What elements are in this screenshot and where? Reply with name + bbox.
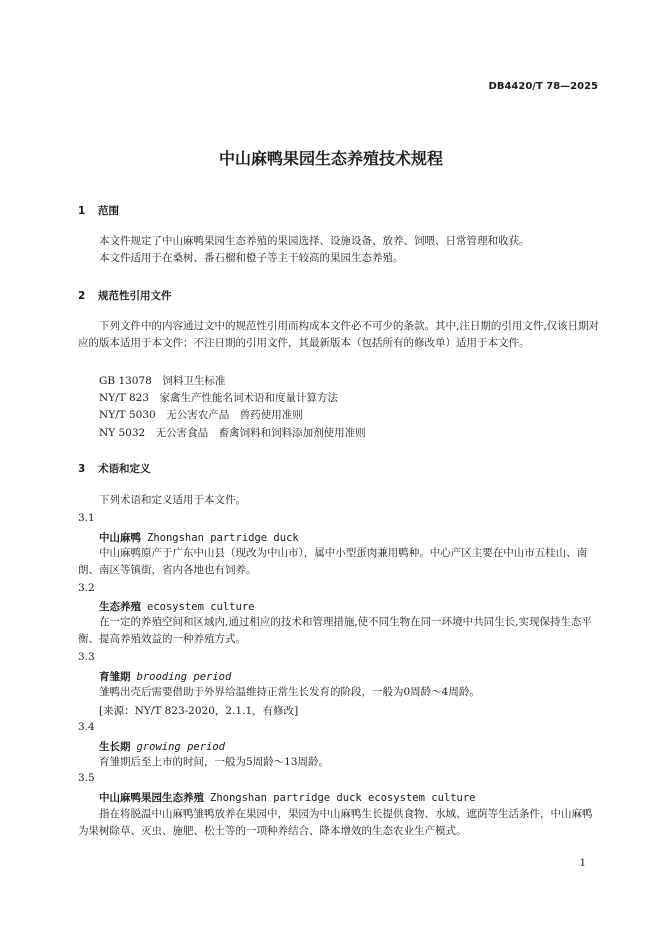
section-number: 1: [78, 205, 86, 217]
term-definition: 在一定的养殖空间和区域内,通过相应的技术和管理措施,使不同生物在同一环境中共同生长,实现保持生态平衡、提高养殖效益的一种养殖方式。: [78, 616, 593, 645]
section-title: 规范性引用文件: [98, 290, 172, 302]
document-title: 中山麻鸭果园生态养殖技术规程: [218, 149, 443, 168]
section-title: 范围: [98, 205, 119, 217]
term-number: 3.4: [78, 721, 95, 733]
reference-code: NY/T 823: [99, 392, 150, 404]
term-definition: 雏鸭出壳后需要借助于外界给温维持正常生长发育的阶段，一般为0周龄～4周龄。: [99, 686, 480, 698]
term-en: Zhongshan partridge duck: [147, 532, 299, 544]
reference-title: 无公害食品 畜禽饲料和饲料添加剂使用准则: [155, 427, 366, 439]
term-heading: [99, 669, 231, 684]
reference-item: [99, 425, 366, 440]
reference-code: NY/T 5030: [99, 409, 156, 421]
term-en: brooding period: [136, 671, 232, 683]
term-zh: 生态养殖: [99, 601, 141, 613]
section-number: 2: [78, 290, 86, 302]
standard-number: DB4420/T 78—2025: [488, 81, 598, 92]
term-zh: 中山麻鸭: [99, 532, 141, 544]
reference-title: 饲料卫生标准: [162, 375, 226, 387]
section-1-heading: [78, 203, 119, 218]
reference-code: NY 5032: [99, 427, 146, 439]
term-source: [来源：NY/T 823-2020，2.1.1，有修改]: [99, 705, 299, 717]
reference-code: GB 13078: [99, 375, 152, 387]
term-en: ecosystem culture: [147, 601, 255, 613]
term-heading: [99, 790, 476, 805]
reference-item: [99, 373, 225, 388]
term-number: 3.5: [78, 772, 95, 784]
section-1-paragraph-1: 本文件规定了中山麻鸭果园生态养殖的果园选择、设施设备、放养、饲喂、日常管理和收获。: [99, 235, 530, 247]
term-definition: 育雏期后至上市的时间，一般为5周龄～13周龄。: [99, 756, 330, 768]
reference-item: [99, 390, 338, 405]
section-3-heading: [78, 461, 151, 476]
section-3-intro: 下列术语和定义适用于本文件。: [99, 494, 246, 506]
section-title: 术语和定义: [98, 463, 151, 475]
term-number: 3.1: [78, 512, 95, 524]
term-en: Zhongshan partridge duck ecosystem culture: [210, 792, 476, 804]
section-1-paragraph-2: 本文件适用于在桑树、番石榴和橙子等主干较高的果园生态养殖。: [99, 252, 404, 264]
term-en: growing period: [136, 741, 226, 753]
term-heading: [99, 530, 299, 545]
term-zh: 生长期: [99, 741, 131, 753]
term-heading: [99, 599, 254, 614]
term-number: 3.3: [78, 651, 95, 663]
term-heading: [99, 739, 225, 754]
section-2-intro: 下列文件中的内容通过文中的规范性引用而构成本文件必不可少的条款。其中,注日期的引用文件,仅该日期对应的版本适用于本文件；不注日期的引用文件，其最新版本（包括所有的修改单）适用于本文件。: [78, 320, 600, 349]
term-definition: 指在将脱温中山麻鸭雏鸭放养在果园中，果园为中山麻鸭生长提供食物、水域、遮荫等生活条件，中山麻鸭为果树除草、灭虫、施肥、松土等的一项种养结合、降本增效的生态农业生产模式。: [78, 808, 593, 837]
term-zh: 中山麻鸭果园生态养殖: [99, 792, 204, 804]
page-number: 1: [579, 858, 586, 869]
term-zh: 育雏期: [99, 671, 131, 683]
term-number: 3.2: [78, 582, 95, 594]
reference-item: [99, 407, 303, 422]
reference-title: 无公害农产品 兽药使用准则: [166, 409, 303, 421]
section-2-heading: [78, 288, 172, 303]
reference-title: 家禽生产性能名词术语和度量计算方法: [159, 392, 339, 404]
term-definition: 中山麻鸭原产于广东中山县（现改为中山市），属中小型蛋肉兼用鸭种。中心产区主要在中山市五桂山、南朗、南区等镇街，省内各地也有饲养。: [78, 547, 588, 576]
section-number: 3: [78, 463, 86, 475]
